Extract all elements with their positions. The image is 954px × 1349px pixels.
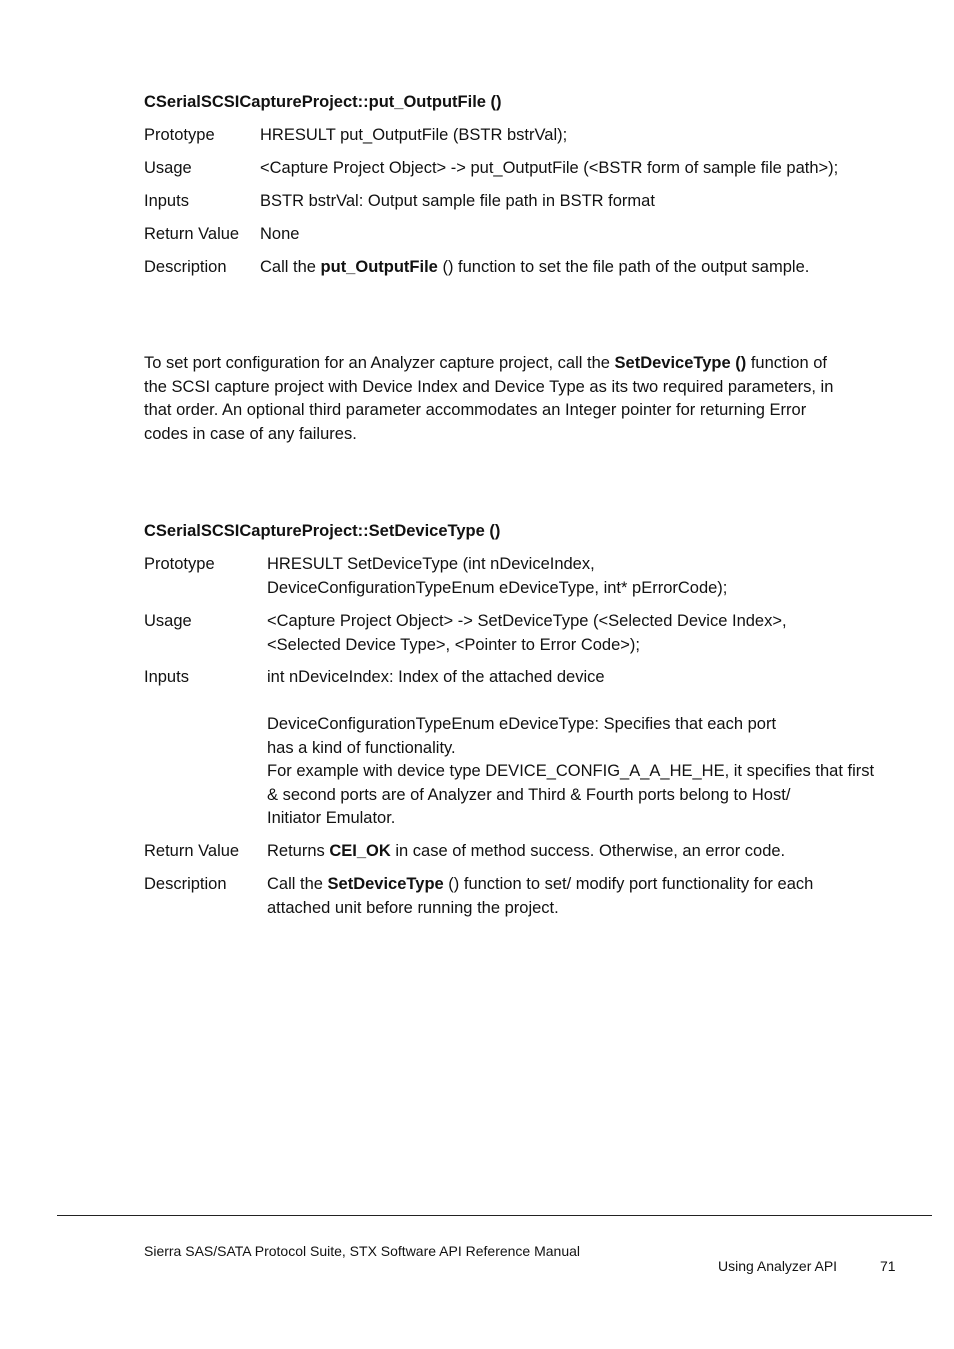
return-value-pre: Returns [267, 842, 330, 860]
description-2-post: () function to set/ modify port functionality for each [443, 875, 814, 893]
intro-line-1 [144, 352, 889, 376]
return-value-label: Return Value [144, 225, 240, 243]
inputs-line-5: & second ports are of Analyzer and Third & Fourth ports belong to Host/ [267, 785, 791, 804]
intro-line-4: codes in case of any failures. [144, 424, 357, 443]
prototype-value-2 [267, 553, 907, 600]
footer-manual-title: Sierra SAS/SATA Protocol Suite, STX Software API Reference Manual [144, 1243, 581, 1259]
usage-label-2: Usage [144, 612, 192, 630]
description-line-1 [267, 873, 907, 897]
intro-function-name: SetDeviceType () [614, 354, 747, 372]
intro-line-2: the SCSI capture project with Device Index and Device Type as its two required parameters, in [144, 377, 834, 396]
inputs-label: Inputs [144, 192, 189, 210]
usage-label: Usage [144, 159, 192, 177]
return-code-name: CEI_OK [329, 842, 391, 860]
footer-page-number: 71 [880, 1258, 896, 1274]
footer-divider [57, 1215, 932, 1216]
description-label: Description [144, 258, 227, 276]
description-value [260, 256, 900, 280]
usage-value: <Capture Project Object> -> put_OutputFile (<BSTR form of sample file path>); [260, 159, 839, 177]
intro-line-1-pre: To set port configuration for an Analyzer capture project, call the [144, 354, 615, 372]
footer-section-name: Using Analyzer API [718, 1258, 838, 1274]
inputs-line-2: DeviceConfigurationTypeEnum eDeviceType: Specifies that each port [267, 715, 777, 733]
intro-line-1-post: function of [746, 354, 827, 372]
return-value-value-2 [267, 840, 907, 864]
prototype-label: Prototype [144, 126, 215, 144]
description-text-post: () function to set the file path of the output sample. [437, 258, 810, 276]
return-value-value: None [260, 225, 300, 243]
section-heading-setdevicetype: CSerialSCSICaptureProject::SetDeviceType () [144, 522, 501, 540]
prototype-value: HRESULT put_OutputFile (BSTR bstrVal); [260, 126, 568, 144]
prototype-line-1: HRESULT SetDeviceType (int nDeviceIndex, [267, 555, 595, 573]
usage-line-2: <Selected Device Type>, <Pointer to Error Code>); [267, 635, 640, 654]
intro-line-3: that order. An optional third parameter accommodates an Integer pointer for returning Error [144, 401, 807, 419]
description-text-pre: Call the [260, 258, 321, 276]
inputs-line-3: has a kind of functionality. [267, 738, 456, 757]
description-value-2 [267, 873, 907, 920]
description-2-pre: Call the [267, 875, 328, 893]
inputs-value: BSTR bstrVal: Output sample file path in BSTR format [260, 192, 655, 210]
inputs-line-1: int nDeviceIndex: Index of the attached device [267, 668, 605, 686]
inputs-line-6: Initiator Emulator. [267, 809, 396, 827]
description-2-function-name: SetDeviceType [327, 875, 444, 893]
description-label-2: Description [144, 875, 227, 893]
inputs-line-4: For example with device type DEVICE_CONFIG_A_A_HE_HE, it specifies that first [267, 762, 875, 780]
description-function-name: put_OutputFile [320, 258, 438, 276]
usage-value-2 [267, 610, 907, 657]
return-value-label-2: Return Value [144, 842, 240, 860]
inputs-gap [267, 690, 907, 714]
prototype-label-2: Prototype [144, 555, 215, 573]
inputs-value-2 [267, 666, 907, 831]
description-line-2: attached unit before running the project. [267, 898, 559, 917]
intro-paragraph [144, 352, 889, 446]
prototype-line-2: DeviceConfigurationTypeEnum eDeviceType, int* pErrorCode); [267, 578, 728, 597]
usage-line-1: <Capture Project Object> -> SetDeviceType (<Selected Device Index>, [267, 612, 787, 630]
inputs-label-2: Inputs [144, 668, 189, 686]
return-value-post: in case of method success. Otherwise, an error code. [390, 842, 786, 860]
section-heading-put-outputfile: CSerialSCSICaptureProject::put_OutputFile () [144, 93, 502, 111]
